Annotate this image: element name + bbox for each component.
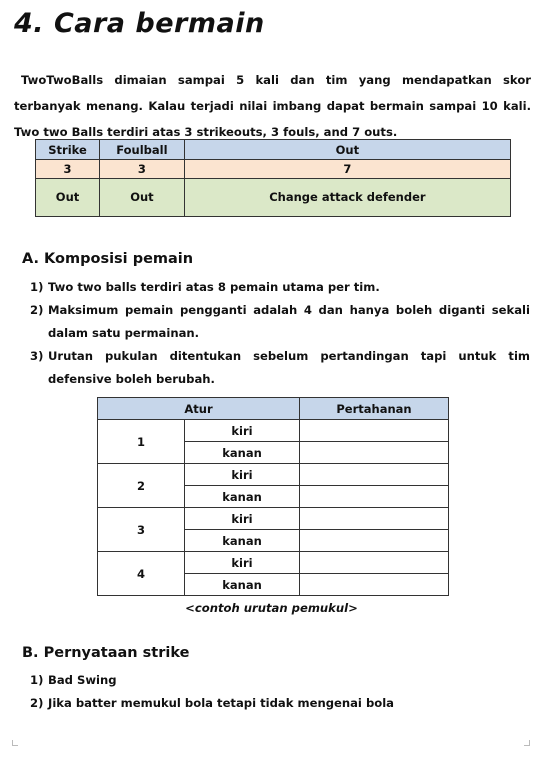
list-item-text: Two two balls terdiri atas 8 pemain utama per tim. [48,280,380,294]
batting-order-table [97,397,449,596]
defense-cell[interactable] [300,464,449,486]
defense-cell[interactable] [300,486,449,508]
defense-cell[interactable] [300,530,449,552]
rules-table [35,139,511,217]
defense-cell[interactable] [300,420,449,442]
list-item-text: Maksimum pemain pengganti adalah 4 dan hanya boleh diganti sekali dalam satu permainan. [48,303,530,340]
list-item [30,669,530,692]
header-strike: Strike [36,140,100,160]
rules-header-row [36,140,511,160]
table-row [98,420,449,442]
list-item [30,692,530,715]
side-label: kanan [185,574,300,596]
list-item-number: 3) [30,349,44,363]
intro-paragraph: TwoTwoBalls dimaian sampai 5 kali dan tim yang mendapatkan skor terbanyak menang. Kalau terjadi nilai imbang dapat bermain sampai 10 kali. Two two Balls terdiri atas 3 strikeouts, 3 fouls, and 7 outs. [14,73,531,139]
table-row [98,508,449,530]
section-a-heading: A. Komposisi pemain [22,251,194,267]
side-label: kanan [185,442,300,464]
list-item-number: 2) [30,696,44,710]
defense-cell[interactable] [300,442,449,464]
order-number: 2 [98,464,185,508]
result-out: Change attack defender [184,179,510,217]
list-item [30,299,530,345]
header-atur: Atur [98,398,300,420]
section-a-list [30,276,530,391]
side-label: kanan [185,486,300,508]
page-corner-mark [524,740,530,746]
table-caption: <contoh urutan pemukul> [185,601,358,615]
list-item [30,276,530,299]
header-out: Out [184,140,510,160]
count-foulball: 3 [100,160,185,179]
list-item-text: Jika batter memukul bola tetapi tidak mengenai bola [48,696,395,710]
result-foulball: Out [100,179,185,217]
side-label: kanan [185,530,300,552]
list-item-text: Urutan pukulan ditentukan sebelum pertandingan tapi untuk tim defensive boleh berubah. [48,349,530,386]
side-label: kiri [185,464,300,486]
table-row [98,464,449,486]
header-foulball: Foulball [100,140,185,160]
side-label: kiri [185,552,300,574]
page-corner-mark [12,740,18,746]
table-row [98,552,449,574]
rules-result-row [36,179,511,217]
section-b-heading: B. Pernyataan strike [22,645,190,661]
result-strike: Out [36,179,100,217]
order-number: 3 [98,508,185,552]
side-label: kiri [185,508,300,530]
list-item-number: 1) [30,280,44,294]
order-number: 4 [98,552,185,596]
defense-cell[interactable] [300,508,449,530]
list-item-number: 1) [30,673,44,687]
defense-cell[interactable] [300,552,449,574]
header-pertahanan: Pertahanan [300,398,449,420]
defense-cell[interactable] [300,574,449,596]
side-label: kiri [185,420,300,442]
order-number: 1 [98,420,185,464]
page-title: 4. Cara bermain [14,8,265,39]
count-out: 7 [184,160,510,179]
rules-count-row [36,160,511,179]
section-b-list [30,669,530,715]
list-item-text: Bad Swing [48,673,117,687]
list-item-number: 2) [30,303,44,317]
list-item [30,345,530,391]
count-strike: 3 [36,160,100,179]
batting-header-row [98,398,449,420]
